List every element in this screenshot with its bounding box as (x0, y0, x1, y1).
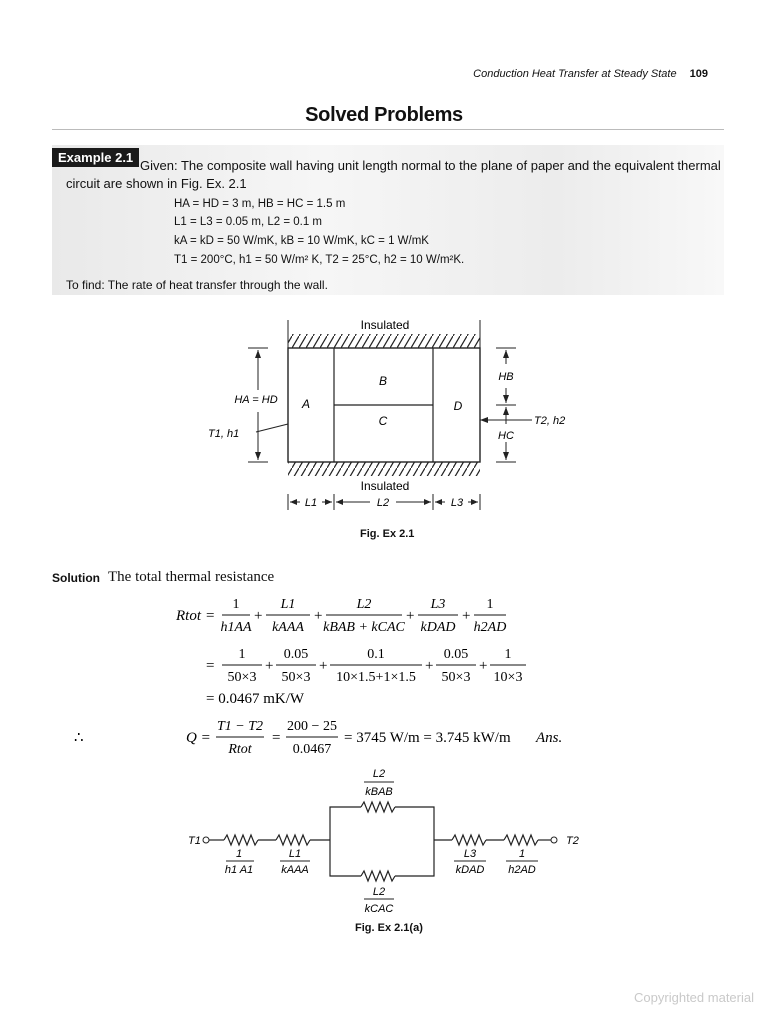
eq1-term-1-den: h1AA (220, 620, 252, 635)
q-frac1-den: Rtot (228, 742, 252, 757)
eq1-term-2-num: L1 (280, 597, 296, 612)
parallel-bottom-right-wire (395, 840, 434, 876)
thermal-circuit-figure (180, 760, 610, 920)
eq1-term-4-den: kDAD (420, 620, 456, 635)
answer-label: Ans. (536, 730, 563, 746)
eq1-plus-3: + (406, 608, 415, 624)
resistor-r2 (276, 835, 310, 845)
eq1-term-5 (474, 597, 507, 635)
eq1-term-4-num: L3 (430, 597, 446, 612)
given-conductivities: kA = kD = 50 W/mK, kB = 10 W/mK, kC = 1 W/mK (174, 235, 429, 247)
t1-h1-label: T1, h1 (208, 428, 240, 440)
t2-node-label: T2 (566, 835, 579, 847)
q-lhs: Q = (186, 730, 211, 746)
eq1-term-3 (323, 597, 405, 635)
resistor-r1 (224, 835, 258, 845)
insulated-top-label: Insulated (360, 318, 410, 332)
given-text-line1: Given: The composite wall having unit length normal to the plane of paper and the equivalent thermal (140, 158, 721, 173)
q-frac1-num: T1 − T2 (216, 719, 264, 734)
resistor-r3 (452, 835, 486, 845)
therefore-symbol: ∴ (74, 730, 84, 746)
title-rule (52, 129, 724, 130)
q-result: = 3745 W/m = 3.745 kW/m (344, 730, 511, 746)
t2-node (551, 837, 557, 843)
eq2-equals: = (206, 658, 215, 674)
eq1-plus-1: + (254, 608, 263, 624)
dim-l3-arrow-left (435, 499, 442, 505)
q-frac2-den: 0.0467 (292, 742, 332, 757)
eq1-term-5-den: h2AD (473, 620, 507, 635)
insulation-hatch-top (288, 334, 480, 348)
eq1-term-1-num: 1 (232, 597, 240, 612)
q-fraction-symbolic (216, 719, 264, 757)
example-label: Example 2.1 (52, 148, 139, 167)
eq2-term-2-den: 50×3 (281, 670, 311, 685)
dim-l1-arrow-left (290, 499, 297, 505)
running-header (473, 68, 708, 80)
top-res-num: L2 (372, 768, 386, 780)
r1-den: h1 A1 (224, 864, 254, 876)
solution-label: Solution (52, 571, 100, 585)
parallel-top-left-wire (330, 807, 361, 840)
eq3-result: = 0.0467 mK/W (206, 691, 305, 707)
dim-hb-label: HB (498, 371, 514, 383)
eq2-term-3-den: 10×1.5+1×1.5 (336, 670, 416, 685)
q-equals-2: = (272, 730, 281, 746)
eq2-term-2 (276, 647, 316, 685)
dim-ha-hd-label: HA = HD (234, 394, 278, 406)
dim-hb-arrow-down (503, 395, 509, 403)
t1-node (203, 837, 209, 843)
solution-intro: The total thermal resistance (108, 569, 275, 585)
t1-h1-leader (256, 424, 288, 432)
eq2-plus-3: + (425, 658, 434, 674)
composite-wall-figure (180, 300, 600, 522)
section-title: Solved Problems (305, 104, 463, 126)
eq1-plus-2: + (314, 608, 323, 624)
parallel-bottom-left-wire (330, 840, 361, 876)
dim-hc-arrow-down (503, 452, 509, 460)
rtot-lhs: Rtot (176, 608, 201, 624)
parallel-top-right-wire (395, 807, 434, 840)
dim-left-arrow-up (255, 350, 261, 358)
dim-hc-label: HC (498, 430, 514, 442)
eq2-term-1 (222, 647, 262, 685)
q-fraction-numeric (286, 719, 338, 757)
eq1-term-3-num: L2 (356, 597, 372, 612)
dim-hc-arrow-up (503, 407, 509, 415)
eq2-term-4 (436, 647, 476, 685)
bottom-resistor (361, 871, 395, 881)
eq2-plus-1: + (265, 658, 274, 674)
eq2-term-5-den: 10×3 (493, 670, 523, 685)
to-find-text: To find: The rate of heat transfer through the wall. (66, 278, 328, 292)
q-frac2-num: 200 − 25 (287, 719, 337, 734)
eq2-term-3-num: 0.1 (367, 647, 385, 662)
figure1-caption: Fig. Ex 2.1 (360, 528, 415, 540)
r3-num: L3 (463, 848, 477, 860)
r2-num: L1 (288, 848, 302, 860)
eq2-term-5 (490, 647, 526, 685)
layer-d-label: D (453, 399, 463, 413)
t1-node-label: T1 (188, 835, 201, 847)
eq2-term-4-num: 0.05 (443, 647, 469, 662)
eq1-equals: = (206, 608, 215, 624)
eq1-term-4 (418, 597, 458, 635)
dim-l1-label: L1 (304, 497, 318, 509)
given-temperatures: T1 = 200°C, h1 = 50 W/m² K, T2 = 25°C, h2 = 10 W/m²K. (174, 254, 465, 266)
solution-equations (60, 590, 620, 760)
dim-l2-arrow-left (336, 499, 343, 505)
eq2-term-4-den: 50×3 (441, 670, 471, 685)
insulated-bottom-label: Insulated (360, 479, 410, 493)
bottom-res-num: L2 (372, 886, 386, 898)
dim-l3-label: L3 (450, 497, 464, 509)
eq2-term-1-den: 50×3 (227, 670, 257, 685)
top-resistor (361, 802, 395, 812)
dim-l2-label: L2 (376, 497, 390, 509)
eq1-term-2-den: kAAA (272, 620, 304, 635)
eq1-term-5-num: 1 (486, 597, 494, 612)
page-number: 109 (689, 68, 708, 80)
eq2-term-1-num: 1 (238, 647, 246, 662)
eq1-term-1 (220, 597, 252, 635)
eq1-term-3-den: kBAB + kCAC (323, 620, 405, 635)
insulation-hatch-bottom (288, 462, 480, 476)
figure2-caption: Fig. Ex 2.1(a) (355, 922, 423, 934)
eq1-term-2 (266, 597, 310, 635)
t2-h2-label: T2, h2 (534, 415, 566, 427)
bottom-res-den: kCAC (364, 903, 394, 915)
eq2-plus-4: + (479, 658, 488, 674)
layer-a-label: A (301, 397, 311, 411)
top-res-den: kBAB (365, 786, 393, 798)
dim-left-arrow-down (255, 452, 261, 460)
r4-den: h2AD (508, 864, 536, 876)
running-title: Conduction Heat Transfer at Steady State (473, 68, 677, 80)
resistor-r4 (504, 835, 538, 845)
layer-b-label: B (378, 374, 388, 388)
r1-num: 1 (235, 848, 243, 860)
eq2-plus-2: + (319, 658, 328, 674)
r2-den: kAAA (281, 864, 309, 876)
r4-num: 1 (518, 848, 526, 860)
eq1-plus-4: + (462, 608, 471, 624)
given-text-line2: circuit are shown in Fig. Ex. 2.1 (66, 176, 247, 191)
dim-l1-arrow-right (325, 499, 332, 505)
dim-l2-arrow-right (424, 499, 431, 505)
t2-h2-arrow (480, 417, 488, 423)
eq2-term-3 (330, 647, 422, 685)
given-dimensions-l: L1 = L3 = 0.05 m, L2 = 0.1 m (174, 216, 323, 228)
given-dimensions-h: HA = HD = 3 m, HB = HC = 1.5 m (174, 198, 346, 210)
dim-hb-arrow-up (503, 350, 509, 358)
r3-den: kDAD (455, 864, 485, 876)
eq2-term-2-num: 0.05 (283, 647, 309, 662)
layer-c-label: C (378, 414, 388, 428)
eq2-term-5-num: 1 (504, 647, 512, 662)
dim-l3-arrow-right (471, 499, 478, 505)
copyright-watermark: Copyrighted material (634, 990, 754, 1005)
